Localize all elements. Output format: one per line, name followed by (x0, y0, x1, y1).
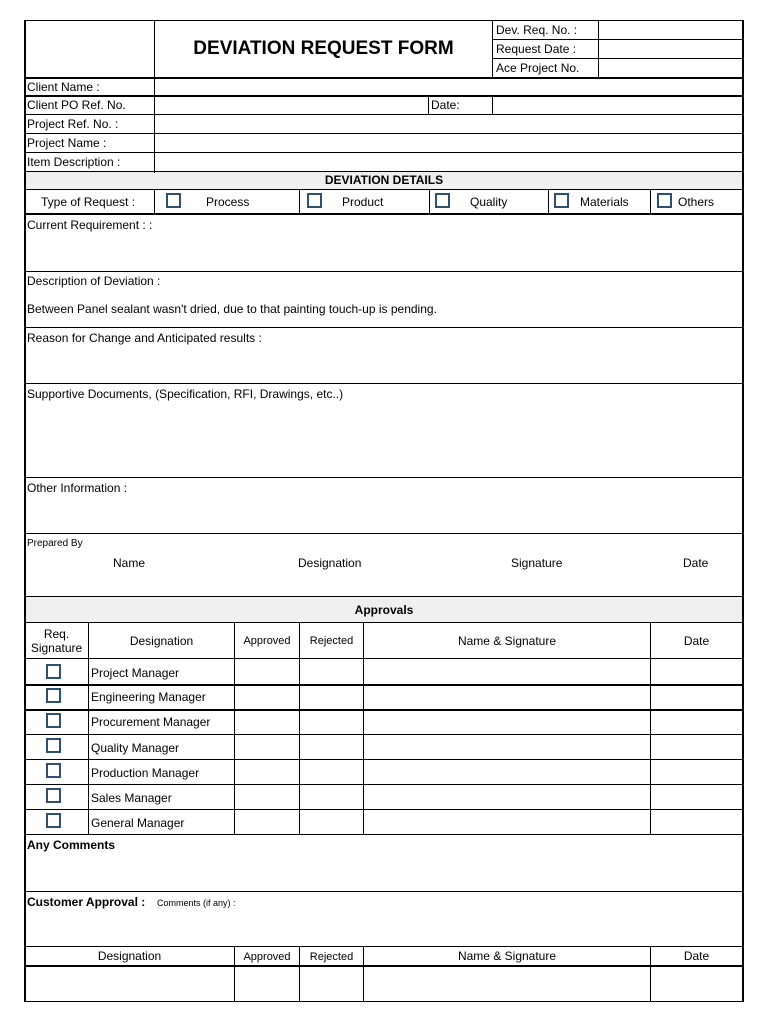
item-description-field[interactable] (155, 153, 742, 171)
client-po-label: Client PO Ref. No. (27, 98, 126, 112)
customer-rejected-header: Rejected (309, 951, 354, 963)
others-label: Others (678, 195, 715, 209)
prepared-designation-header: Designation (298, 556, 362, 570)
project-name-field[interactable] (155, 134, 742, 152)
approval-row-sales-manager: Sales Manager (91, 791, 172, 805)
customer-date-header: Date (683, 949, 710, 963)
deviation-details-heading: DEVIATION DETAILS (324, 173, 444, 187)
rejected-header: Rejected (309, 634, 354, 647)
project-manager-checkbox[interactable] (46, 664, 61, 679)
approval-row-engineering-manager: Engineering Manager (91, 690, 206, 704)
description-of-deviation-label: Description of Deviation : (27, 274, 161, 288)
reason-for-change-label: Reason for Change and Anticipated results : (27, 331, 262, 345)
date-field[interactable] (493, 97, 742, 114)
process-checkbox[interactable] (166, 193, 181, 208)
request-date-label: Request Date : (496, 42, 577, 56)
form-title: DEVIATION REQUEST FORM (193, 38, 454, 59)
product-label: Product (342, 195, 384, 209)
client-name-label: Client Name : (27, 80, 100, 94)
approval-row-quality-manager: Quality Manager (91, 741, 180, 755)
client-name-field[interactable] (155, 79, 742, 95)
approved-header: Approved (243, 634, 291, 647)
date-label: Date: (431, 98, 460, 112)
materials-label: Materials (580, 195, 629, 209)
comments-if-any-label: Comments (if any) : (157, 898, 236, 908)
project-ref-field[interactable] (155, 115, 742, 133)
approvals-heading: Approvals (354, 602, 414, 617)
materials-checkbox[interactable] (554, 193, 569, 208)
description-of-deviation-text: Between Panel sealant wasn't dried, due to that painting touch-up is pending. (27, 302, 437, 316)
prepared-date-header: Date (683, 556, 709, 570)
req-signature-header: Req. Signature (30, 627, 83, 655)
project-name-label: Project Name : (27, 136, 107, 150)
quality-manager-checkbox[interactable] (46, 738, 61, 753)
quality-label: Quality (470, 195, 508, 209)
name-signature-header: Name & Signature (457, 633, 557, 648)
process-label: Process (206, 195, 250, 209)
any-comments-label: Any Comments (27, 838, 116, 852)
ace-project-no-label: Ace Project No. (496, 61, 580, 75)
quality-checkbox[interactable] (435, 193, 450, 208)
dev-req-no-field[interactable] (599, 21, 742, 39)
procurement-manager-checkbox[interactable] (46, 713, 61, 728)
prepared-signature-header: Signature (511, 556, 563, 570)
approval-row-general-manager: General Manager (91, 816, 185, 830)
approval-date-header: Date (683, 633, 710, 648)
approval-row-project-manager: Project Manager (91, 666, 180, 680)
request-date-field[interactable] (599, 40, 742, 58)
product-checkbox[interactable] (307, 193, 322, 208)
current-requirement-label: Current Requirement : : (27, 218, 153, 232)
sales-manager-checkbox[interactable] (46, 788, 61, 803)
item-description-label: Item Description : (27, 155, 121, 169)
dev-req-no-label: Dev. Req. No. : (496, 23, 578, 37)
ace-project-no-field[interactable] (599, 59, 742, 77)
engineering-manager-checkbox[interactable] (46, 688, 61, 703)
approval-row-procurement-manager: Procurement Manager (91, 715, 211, 729)
type-of-request-label: Type of Request : (41, 195, 136, 209)
client-po-field[interactable] (155, 97, 428, 114)
customer-name-signature-header: Name & Signature (457, 949, 557, 963)
prepared-by-label: Prepared By (27, 538, 83, 549)
supportive-documents-label: Supportive Documents, (Specification, RFI, Drawings, etc..) (27, 387, 344, 401)
prepared-name-header: Name (113, 556, 146, 570)
project-ref-label: Project Ref. No. : (27, 117, 119, 131)
approval-designation-header: Designation (129, 633, 194, 648)
general-manager-checkbox[interactable] (46, 813, 61, 828)
production-manager-checkbox[interactable] (46, 763, 61, 778)
other-information-label: Other Information : (27, 481, 128, 495)
customer-approval-label: Customer Approval : (27, 895, 146, 909)
others-checkbox[interactable] (657, 193, 672, 208)
customer-designation-header: Designation (97, 949, 162, 963)
customer-approved-header: Approved (243, 951, 291, 963)
approval-row-production-manager: Production Manager (91, 766, 200, 780)
